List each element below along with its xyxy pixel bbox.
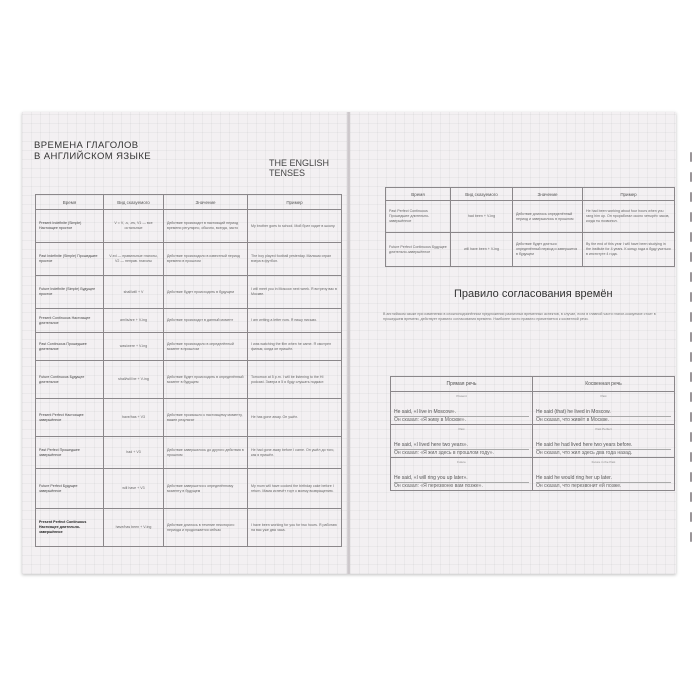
tense-tag: Past [458,427,465,431]
form-cell: am/is/are + V-ing [104,309,164,333]
form-cell: will have + V3 [104,469,164,509]
tense-cell: Past Indefinite (Simple) Прошедшее простое [36,243,104,276]
direct-cell [391,425,533,458]
section-title: Правило согласования времён [454,288,613,300]
table-row [36,437,342,469]
meaning-cell: Действие будет происходить в определённый момент в будущем [164,361,248,399]
table-row [36,509,342,547]
continued-tenses-table [385,187,675,267]
title-ru-line2: В АНГЛИЙСКОМ ЯЗЫКЕ [34,151,151,162]
tense-cell: Future Perfect Будущее завершённое [36,469,104,509]
tense-tag: Present [456,394,467,398]
tense-cell: Present Perfect Настоящее завершённое [36,399,104,437]
left-title-ru [34,140,151,162]
meaning-cell: Действие происходило в определённый момент в прошлом [164,333,248,361]
tenses-header-row [36,195,342,210]
meaning-cell: Действие произошло к настоящему моменту, важен результат [164,399,248,437]
indirect-ru: Он сказал, что перезвонит ей позже. [536,482,622,489]
open-notebook [22,112,676,574]
indirect-en: He said he would ring her up later. [536,475,671,483]
tense-cell: Present Continuous Настоящее длительное [36,309,104,333]
direct-cell [391,458,533,491]
table-row [386,201,675,233]
tense-tag: Future in the Past [591,460,616,464]
header-example: Пример [248,195,342,210]
header-meaning: Значение [164,195,248,210]
form-cell: had been + V-ing [451,201,513,233]
form-cell: had + V3 [104,437,164,469]
table-row [36,210,342,243]
table-row [36,399,342,437]
continued-header-row [386,188,675,201]
table-row [386,233,675,267]
table-row [36,309,342,333]
indirect-ru: Он сказал, что живёт в Москве. [536,416,610,423]
speech-header-row [391,377,675,392]
example-cell: I am writing a letter now. Я пишу письмо. [248,309,342,333]
meaning-cell: Действие происходит в данный момент [164,309,248,333]
table-row [391,458,675,491]
indirect-ru: Он сказал, что жил здесь два года назад. [536,449,633,456]
form-cell: V = V, -s, -es, V1 — все остальные [104,210,164,243]
example-cell: The boy played football yesterday. Мальчик играл вчера в футбол. [248,243,342,276]
meaning-cell: Действие завершилось до другого действия в прошлом [164,437,248,469]
table-row [36,361,342,399]
table-row [36,243,342,276]
header-example: Пример [583,188,675,201]
header-meaning: Значение [513,188,583,201]
table-row [36,333,342,361]
tense-cell: Past Perfect Continuous Прошедшее длительно-завершённое [386,201,451,233]
header-form: Вид сказуемого [104,195,164,210]
form-cell: shall/will be + V-ing [104,361,164,399]
header-form: Вид сказуемого [451,188,513,201]
direct-en: He said, «I live in Moscow». [394,409,529,417]
tenses-table [35,194,342,547]
form-cell: have/has + V3 [104,399,164,437]
direct-en: He said, «I will ring you up later». [394,475,529,483]
form-cell: V-ed — правильные глаголы, V2 — неправ. глаголы [104,243,164,276]
title-ru-line1: ВРЕМЕНА ГЛАГОЛОВ [34,140,139,151]
header-indirect-speech: Косвенная речь [533,377,675,392]
direct-ru: Он сказал: «Я живу в Москве». [394,416,466,423]
tense-tag: Past Perfect [595,427,612,431]
example-cell: I have been working for you for two hours. Я работаю на вас уже два часа. [248,509,342,547]
example-cell: He had gone away before I came. Он ушёл до того, как я пришёл. [248,437,342,469]
header-tense: Время [36,195,104,210]
indirect-cell [533,425,675,458]
left-title-en: THE ENGLISH TENSES [269,158,330,178]
tense-tag: Future [457,460,466,464]
staple-marks [690,112,692,574]
table-row [391,392,675,425]
direct-en: He said, «I lived here two years». [394,442,529,450]
intro-paragraph: В английском языке при изменении в сложноподчинённом предложении различных временных аспектов, в случае, если в главной части глагол-сказуемое стоит в прошедшем времени, действует правило согласования времени. Наиболее часто правило применяется к косвенной речи. [383,312,656,321]
meaning-cell: Действие происходит в настоящий период времени регулярно, обычно, всегда, часто [164,210,248,243]
example-cell: I was watching the film when he came. Я смотрел фильм, когда он пришёл. [248,333,342,361]
form-cell: have/has been + V-ing [104,509,164,547]
form-cell: was/were + V-ing [104,333,164,361]
example-cell: I will meet you in Moscow next week. Я встречу вас в Москве. [248,276,342,309]
tense-cell: Past Perfect Прошедшее завершённое [36,437,104,469]
right-page [350,112,676,574]
form-cell: shall/will + V [104,276,164,309]
indirect-en: He said (that) he lived in Moscow. [536,409,671,417]
meaning-cell: Действие будет длиться определённый период и завершится в будущем [513,233,583,267]
table-row [36,276,342,309]
indirect-cell [533,458,675,491]
indirect-cell [533,392,675,425]
meaning-cell: Действие длилось определённый период и завершилось в прошлом [513,201,583,233]
tense-cell: Future Perfect Continuous Будущее длительно-завершённое [386,233,451,267]
example-cell: By the end of this year I will have been studying in the institute for 4 years. К концу года я буду учиться в институте 4 года. [583,233,675,267]
example-cell: He has gone away. Он ушёл. [248,399,342,437]
example-cell: Tomorrow at 5 p.m. I will be listening to the HI podcast. Завтра в 5 я буду слушать подкаст. [248,361,342,399]
example-cell: My brother goes to school. Мой брат ходит в школу. [248,210,342,243]
direct-ru: Он сказал: «Я жил здесь в прошлом году». [394,449,494,456]
header-direct-speech: Прямая речь [391,377,533,392]
tense-tag: Past [600,394,607,398]
tense-cell: Present Perfect Continuous Настоящее длительно-завершённое [36,509,104,547]
example-cell: My mum will have cooked the birthday cake before I return. Мама испечёт торт к моему возвращению. [248,469,342,509]
left-page [22,112,348,574]
tense-cell: Future Indefinite (Simple) Будущее простое [36,276,104,309]
direct-cell [391,392,533,425]
meaning-cell: Действие будет происходить в будущем [164,276,248,309]
meaning-cell: Действие происходило в известный период времени в прошлом [164,243,248,276]
meaning-cell: Действие длилось в течение некоторого периода и продолжается сейчас [164,509,248,547]
tense-cell: Future Continuous Будущее длительное [36,361,104,399]
table-row [391,425,675,458]
example-cell: He had been working about four hours when you rang him up. Он проработал около четырёх часов, когда ты позвонил. [583,201,675,233]
tense-cell: Present Indefinite (Simple) Настоящее простое [36,210,104,243]
header-tense: Время [386,188,451,201]
meaning-cell: Действие завершится к определённому моменту в будущем [164,469,248,509]
indirect-en: He said he had lived here two years before. [536,442,671,450]
form-cell: will have been + V-ing [451,233,513,267]
speech-table [390,376,675,491]
tense-cell: Past Continuous Прошедшее длительное [36,333,104,361]
direct-ru: Он сказал: «Я перезвоню вам позже». [394,482,483,489]
table-row [36,469,342,509]
